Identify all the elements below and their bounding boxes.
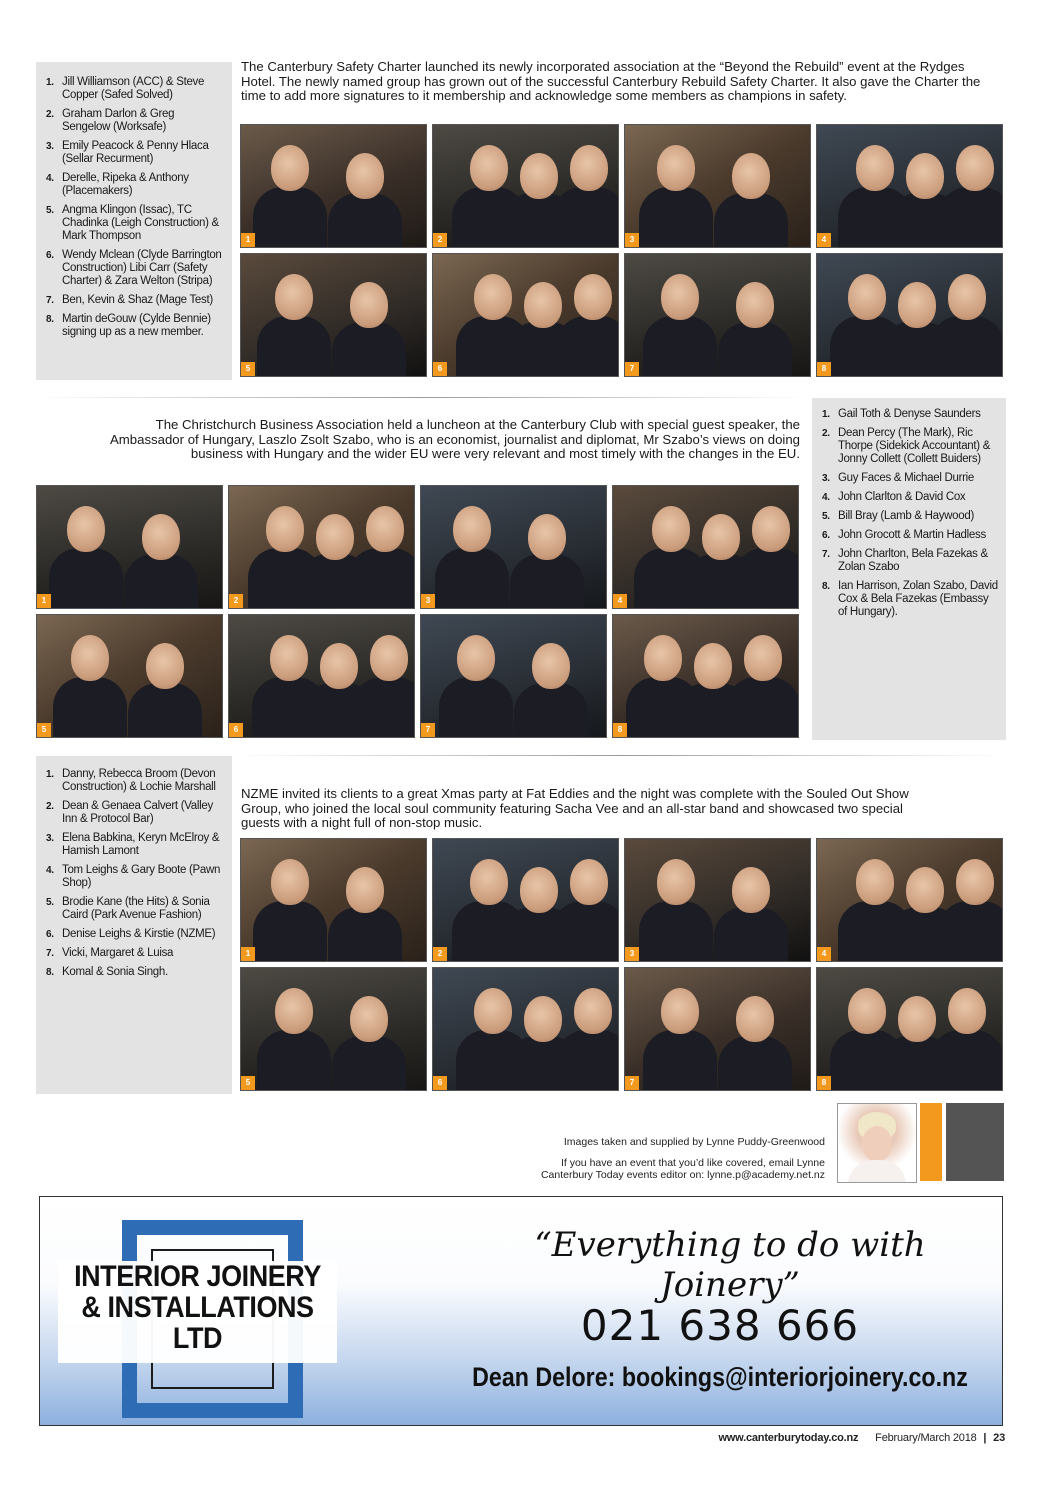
person-face: [956, 859, 994, 905]
person-face: [71, 635, 109, 681]
caption-text: Dean Percy (The Mark), Ric Thorpe (Sidekick Accountant) & Jonny Collett (Collett Buiders): [838, 427, 991, 465]
section-divider: [36, 397, 806, 398]
person-face: [474, 274, 512, 320]
photo-number-badge: 6: [229, 723, 243, 737]
person-silhouette: [53, 677, 127, 738]
person-face: [657, 145, 695, 191]
credit-line: Images taken and supplied by Lynne Puddy-Greenwood: [563, 1136, 825, 1148]
person-silhouette: [348, 548, 415, 609]
photo-number-badge: 4: [613, 594, 627, 608]
person-face: [744, 635, 782, 681]
caption-item: [46, 966, 224, 979]
section2-intro: The Christchurch Business Association held a luncheon at the Canterbury Club with special guest speaker, the Ambassador of Hungary, Laszlo Zsolt Szabo, who is an economist, journalist and diplomat, Mr Szabo’s views on doing business with Hungary and the wider EU were very relevant and most timely with the changes in the EU.: [110, 417, 801, 461]
person-face: [574, 988, 612, 1034]
caption-number: 1.: [822, 409, 830, 420]
person-face: [661, 274, 699, 320]
person-face: [574, 274, 612, 320]
caption-number: 2.: [46, 801, 54, 812]
caption-number: 2.: [46, 109, 54, 120]
person-silhouette: [352, 677, 415, 738]
caption-text: Wendy Mclean (Clyde Barrington Construction) Libi Carr (Safety Charter) & Zara Welton (Stripa): [62, 249, 222, 287]
person-face: [271, 859, 309, 905]
page-footer: [718, 1432, 1005, 1444]
person-face: [346, 867, 384, 913]
person-face: [856, 859, 894, 905]
caption-text: Elena Babkina, Keryn McElroy & Hamish Lamont: [62, 832, 220, 857]
caption-number: 5.: [46, 897, 54, 908]
person-face: [898, 282, 936, 328]
event-photo[interactable]: [816, 124, 1003, 248]
person-face: [657, 859, 695, 905]
person-silhouette: [643, 1030, 717, 1091]
photo-number-badge: 4: [817, 947, 831, 961]
caption-item: [822, 548, 998, 574]
person-face: [948, 274, 986, 320]
caption-text: Tom Leighs & Gary Boote (Pawn Shop): [62, 864, 221, 889]
person-face: [898, 996, 936, 1042]
caption-number: 6.: [46, 250, 54, 261]
photo-number-badge: 8: [817, 1076, 831, 1090]
caption-number: 3.: [46, 141, 54, 152]
event-photo[interactable]: [420, 614, 607, 738]
caption-item: [46, 896, 224, 922]
caption-text: Derelle, Ripeka & Anthony (Placemakers): [62, 172, 189, 197]
photo-number-badge: 3: [625, 947, 639, 961]
caption-number: 4.: [822, 492, 830, 503]
photo-number-badge: 1: [37, 594, 51, 608]
footer-issue: February/March 2018: [875, 1432, 977, 1444]
caption-item: [822, 472, 998, 485]
event-photo[interactable]: [228, 485, 415, 609]
person-face: [146, 643, 184, 689]
event-photo[interactable]: [36, 485, 223, 609]
person-silhouette: [930, 316, 1003, 377]
caption-item: [822, 427, 998, 466]
caption-number: 6.: [822, 530, 830, 541]
person-silhouette: [253, 901, 327, 962]
photo-number-badge: 4: [817, 233, 831, 247]
photo-number-badge: 1: [241, 233, 255, 247]
person-face: [470, 145, 508, 191]
caption-text: Brodie Kane (the Hits) & Sonia Caird (Park Avenue Fashion): [62, 896, 210, 921]
section1-captions: [36, 62, 232, 380]
footer-separator: |: [983, 1432, 987, 1444]
caption-number: 8.: [46, 314, 54, 325]
person-face: [270, 635, 308, 681]
section2-captions: [812, 398, 1006, 740]
person-silhouette: [124, 554, 198, 609]
caption-text: Jill Williamson (ACC) & Steve Copper (Safed Solved): [62, 76, 205, 101]
person-face: [520, 153, 558, 199]
person-silhouette: [930, 1030, 1003, 1091]
person-face: [644, 635, 682, 681]
caption-item: [46, 768, 224, 794]
caption-item: [822, 529, 998, 542]
caption-text: Angma Klingon (Issac), TC Chadinka (Leigh Construction) & Mark Thompson: [62, 204, 219, 242]
caption-text: Ian Harrison, Zolan Szabo, David Cox & Bela Fazekas (Embassy of Hungary).: [838, 580, 998, 618]
event-photo[interactable]: [420, 485, 607, 609]
person-face: [346, 153, 384, 199]
caption-text: Ben, Kevin & Shaz (Mage Test): [62, 294, 213, 306]
person-face: [528, 514, 566, 560]
caption-number: 6.: [46, 929, 54, 940]
person-silhouette: [639, 187, 713, 248]
caption-text: John Charlton, Bela Fazekas & Zolan Szabo: [838, 548, 988, 573]
caption-text: Bill Bray (Lamb & Haywood): [838, 510, 975, 522]
person-face: [474, 988, 512, 1034]
photo-number-badge: 3: [625, 233, 639, 247]
photo-number-badge: 7: [625, 1076, 639, 1090]
caption-text: Emily Peacock & Penny Hlaca (Sellar Recurment): [62, 140, 209, 165]
caption-text: Guy Faces & Michael Durrie: [838, 472, 974, 484]
caption-number: 5.: [822, 511, 830, 522]
person-face: [524, 282, 562, 328]
person-face: [948, 988, 986, 1034]
logo-line: INTERIOR JOINERY: [74, 1260, 321, 1293]
person-face: [652, 506, 690, 552]
event-photo[interactable]: [36, 614, 223, 738]
caption-number: 1.: [46, 769, 54, 780]
caption-text: Danny, Rebecca Broom (Devon Construction) & Lochie Marshall: [62, 768, 216, 793]
person-face: [732, 867, 770, 913]
photo-number-badge: 8: [817, 362, 831, 376]
caption-text: Komal & Sonia Singh.: [62, 966, 168, 978]
person-face: [275, 274, 313, 320]
event-photo[interactable]: [432, 253, 619, 377]
person-silhouette: [49, 548, 123, 609]
caption-item: [822, 491, 998, 504]
person-face: [848, 274, 886, 320]
event-photo[interactable]: [240, 253, 427, 377]
event-photo[interactable]: [624, 967, 811, 1091]
person-silhouette: [556, 316, 619, 377]
person-silhouette: [332, 322, 406, 377]
caption-item: [46, 313, 224, 339]
person-silhouette: [332, 1036, 406, 1091]
caption-item: [46, 947, 224, 960]
footer-url[interactable]: www.canterburytoday.co.nz: [718, 1432, 859, 1444]
person-silhouette: [128, 683, 202, 738]
person-face: [906, 153, 944, 199]
photo-number-badge: 5: [37, 723, 51, 737]
person-silhouette: [639, 901, 713, 962]
logo-wordmark: [58, 1261, 337, 1363]
person-face: [453, 506, 491, 552]
person-silhouette: [257, 1030, 331, 1091]
caption-text: Vicki, Margaret & Luisa: [62, 947, 174, 959]
person-face: [266, 506, 304, 552]
person-silhouette: [643, 316, 717, 377]
caption-item: [46, 249, 224, 288]
accent-block: [946, 1103, 1004, 1181]
photo-number-badge: 5: [241, 362, 255, 376]
person-silhouette: [435, 548, 509, 609]
person-face: [275, 988, 313, 1034]
person-silhouette: [714, 193, 788, 248]
caption-item: [46, 832, 224, 858]
caption-list: [822, 408, 998, 619]
person-face: [570, 145, 608, 191]
section3-intro: NZME invited its clients to a great Xmas party at Fat Eddies and the night was complete with the Souled Out Show Group, who joined the local soul community featuring Sacha Vee and an all-star band and showcased two special guests with a night full of non-stop music.: [241, 786, 909, 830]
credit-line: If you have an event that you’d like covered, email Lynne: [560, 1156, 825, 1169]
event-photo[interactable]: [240, 838, 427, 962]
editor-portrait: [837, 1103, 917, 1183]
photo-number-badge: 5: [241, 1076, 255, 1090]
caption-number: 7.: [46, 295, 54, 306]
person-face: [470, 859, 508, 905]
photo-number-badge: 6: [433, 1076, 447, 1090]
person-silhouette: [328, 907, 402, 962]
photo-number-badge: 1: [241, 947, 255, 961]
ad-phone: 021 638 666: [580, 1301, 860, 1350]
caption-item: [46, 172, 224, 198]
person-silhouette: [257, 316, 331, 377]
event-photo[interactable]: [816, 253, 1003, 377]
caption-number: 4.: [46, 173, 54, 184]
person-face: [366, 506, 404, 552]
event-photo[interactable]: [624, 838, 811, 962]
photo-number-badge: 8: [613, 723, 627, 737]
event-photo[interactable]: [816, 838, 1003, 962]
event-photo[interactable]: [240, 124, 427, 248]
person-face: [736, 282, 774, 328]
person-silhouette: [718, 1036, 792, 1091]
photo-number-badge: 2: [229, 594, 243, 608]
caption-item: [46, 800, 224, 826]
caption-text: John Clarlton & David Cox: [838, 491, 966, 503]
photo-number-badge: 2: [433, 947, 447, 961]
caption-item: [46, 108, 224, 134]
caption-text: Graham Darlon & Greg Sengelow (Worksafe): [62, 108, 175, 133]
person-face: [320, 643, 358, 689]
person-face: [752, 506, 790, 552]
person-silhouette: [726, 677, 799, 738]
caption-text: Dean & Genaea Calvert (Valley Inn & Protocol Bar): [62, 800, 213, 825]
photo-credits: [405, 1136, 825, 1182]
person-silhouette: [938, 187, 1003, 248]
person-face: [736, 996, 774, 1042]
caption-text: Denise Leighs & Kirstie (NZME): [62, 928, 216, 940]
event-photo[interactable]: [432, 838, 619, 962]
ad-contact: Dean Delore: bookings@interiorjoinery.co.nz: [472, 1362, 968, 1392]
person-face: [520, 867, 558, 913]
person-face: [67, 506, 105, 552]
person-silhouette: [439, 677, 513, 738]
event-photo[interactable]: [432, 124, 619, 248]
person-face: [532, 643, 570, 689]
caption-list: [46, 768, 224, 979]
person-silhouette: [552, 901, 619, 962]
section1-photo-grid: [240, 124, 1003, 377]
caption-item: [46, 204, 224, 243]
person-face: [570, 859, 608, 905]
section3-captions: [36, 756, 232, 1094]
page-number: 23: [993, 1432, 1005, 1444]
person-silhouette: [510, 554, 584, 609]
caption-number: 7.: [822, 549, 830, 560]
caption-number: 8.: [822, 581, 830, 592]
photo-number-badge: 6: [433, 362, 447, 376]
person-face: [142, 514, 180, 560]
caption-number: 2.: [822, 428, 830, 439]
event-photo[interactable]: [240, 967, 427, 1091]
person-silhouette: [714, 907, 788, 962]
caption-list: [46, 76, 224, 339]
person-face: [457, 635, 495, 681]
logo-line: LTD: [172, 1322, 223, 1355]
person-face: [661, 988, 699, 1034]
event-photo[interactable]: [612, 614, 799, 738]
photo-number-badge: 7: [421, 723, 435, 737]
caption-item: [46, 928, 224, 941]
person-face: [906, 867, 944, 913]
event-photo[interactable]: [432, 967, 619, 1091]
person-face: [848, 988, 886, 1034]
caption-item: [46, 864, 224, 890]
person-face: [956, 145, 994, 191]
person-face: [524, 996, 562, 1042]
event-photo[interactable]: [624, 124, 811, 248]
photo-number-badge: 3: [421, 594, 435, 608]
ad-tagline: “Everything to do with Joinery”: [534, 1225, 926, 1305]
person-face: [316, 514, 354, 560]
caption-number: 3.: [46, 833, 54, 844]
caption-number: 4.: [46, 865, 54, 876]
person-silhouette: [718, 322, 792, 377]
person-silhouette: [938, 901, 1003, 962]
caption-item: [46, 294, 224, 307]
caption-text: Gail Toth & Denyse Saunders: [838, 408, 981, 420]
person-silhouette: [328, 193, 402, 248]
accent-block: [920, 1103, 942, 1181]
person-silhouette: [734, 548, 799, 609]
person-face: [350, 996, 388, 1042]
caption-number: 3.: [822, 473, 830, 484]
person-face: [370, 635, 408, 681]
event-photo[interactable]: [228, 614, 415, 738]
section3-photo-grid: [240, 838, 1003, 1091]
logo-line: & INSTALLATIONS: [81, 1291, 314, 1324]
section2-photo-grid: [36, 485, 799, 738]
section-divider: [235, 755, 1005, 756]
person-silhouette: [552, 187, 619, 248]
person-face: [702, 514, 740, 560]
credit-line: Canterbury Today events editor on: lynne.p@academy.net.nz: [540, 1169, 825, 1181]
event-photo[interactable]: [624, 253, 811, 377]
person-face: [350, 282, 388, 328]
person-silhouette: [253, 187, 327, 248]
caption-text: Martin deGouw (Cylde Bennie) signing up as a new member.: [62, 313, 211, 338]
person-face: [856, 145, 894, 191]
person-face: [271, 145, 309, 191]
caption-number: 1.: [46, 77, 54, 88]
caption-text: John Grocott & Martin Hadless: [838, 529, 986, 541]
event-photo[interactable]: [612, 485, 799, 609]
photo-number-badge: 7: [625, 362, 639, 376]
photo-number-badge: 2: [433, 233, 447, 247]
caption-item: [822, 580, 998, 619]
caption-number: 7.: [46, 948, 54, 959]
caption-number: 8.: [46, 967, 54, 978]
event-photo[interactable]: [816, 967, 1003, 1091]
caption-number: 5.: [46, 205, 54, 216]
caption-item: [46, 76, 224, 102]
person-silhouette: [514, 683, 588, 738]
person-face: [694, 643, 732, 689]
caption-item: [46, 140, 224, 166]
person-silhouette: [556, 1030, 619, 1091]
section1-intro: The Canterbury Safety Charter launched its newly incorporated association at the “Beyond the Rebuild” event at the Rydges Hotel. The newly named group has grown out of the successful Canterbury Rebuild Safety Charter. It also gave the Charter the time to add more signatures to it membership and acknowledge some members as champions in safety.: [241, 59, 981, 103]
person-face: [732, 153, 770, 199]
caption-item: [822, 510, 998, 523]
joinery-advertisement: [39, 1196, 1003, 1426]
caption-item: [822, 408, 998, 421]
